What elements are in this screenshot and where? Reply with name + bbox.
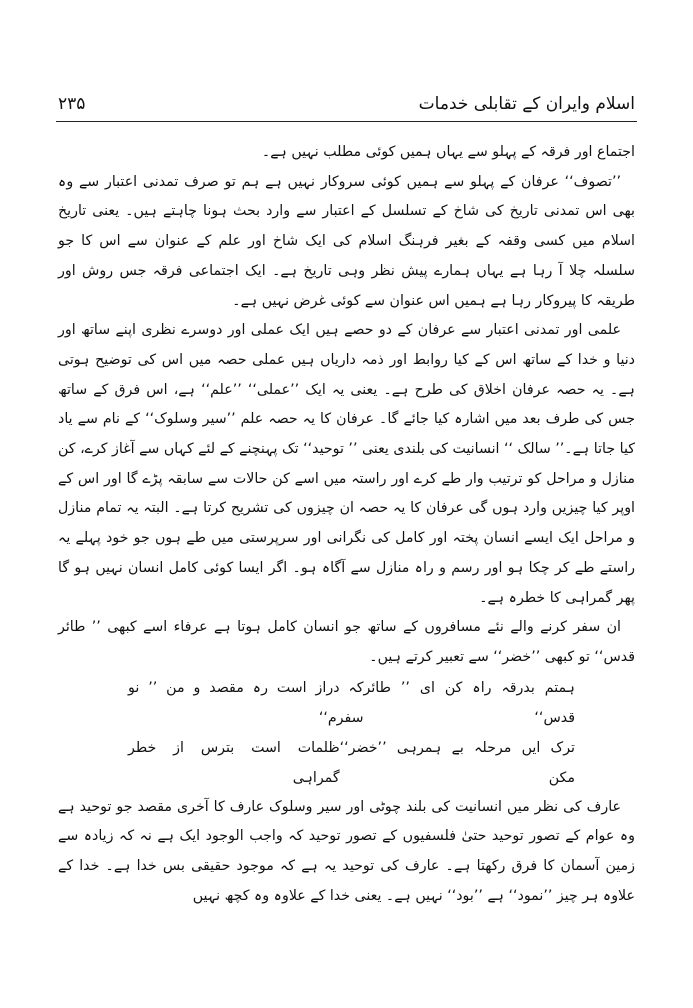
paragraph-4: ان سفر کرنے والے نئے مسافروں کے ساتھ جو انسان کامل ہوتا ہے عرفاء اسے کبھی ’’ طائر قدس‘‘ تو کبھی ’’خضر‘‘ سے تعبیر کرتے ہیں۔ bbox=[58, 619, 635, 665]
header-divider bbox=[56, 121, 637, 122]
verse-2-first-hemistich: ترک ایں مرحلہ بے ہمرہی ’’خضر‘‘ مکن bbox=[339, 739, 575, 786]
paragraph-3: علمی اور تمدنی اعتبار سے عرفان کے دو حصے ہیں ایک عملی اور دوسرے نظری اپنے ساتھ اور دنیا و خدا کے ساتھ اس کے کیا روابط اور ذمہ داریاں ہیں عملی حصہ میں اس کی توضیح ہوتی ہے۔ یہ حصہ عرفان اخلاق کی طرح ہے۔ یعنی یہ ایک ’’عملی‘‘ ’’علم‘‘ ہے، اس فرق کے ساتھ جس کی طرف بعد میں اشارہ کیا جائے گا۔ عرفان کا یہ حصہ علم ’’سیر وسلوک‘‘ کے نام سے یاد کیا جاتا ہے۔’’ سالک ‘‘ انسانیت کی بلندی یعنی ’’ توحید‘‘ تک پہنچنے کے لئے کہاں سے آغاز کرے، کن منازل و مراحل کو ترتیب وار طے کرے اور راستہ میں اسے کن حالات سے سابقہ پڑے گا اور اس کے اوپر کیا چیزیں وارد ہوں گی عرفان کا یہ حصہ ان چیزوں کی تشریح کرتا ہے۔ البتہ یہ تمام منازل و مراحل ایک ایسے انسان پختہ اور کامل کی نگرانی اور سرپرستی میں طے ہوں جو خود پہلے یہ راستے طے کر چکا ہو اور رسم و راہ منازل سے آگاہ ہو۔ اگر ایسا کوئی کامل انسان نہیں ہو گا پھر گمراہی کا خطرہ ہے۔ bbox=[58, 322, 635, 606]
page-body bbox=[58, 138, 635, 911]
paragraph-2: ’’تصوف‘‘ عرفان کے پہلو سے ہمیں کوئی سروکار نہیں ہے ہم تو صرف تمدنی اعتبار سے وہ بھی اس تمدنی تاریخ کی شاخ کے تسلسل کے اعتبار سے وارد بحث ہونا چاہتے ہیں۔ یعنی تاریخ اسلام میں کسی وقفہ کے بغیر فرہنگ اسلام کی ایک شاخ اور علم کے عنوان سے اس کا جو سلسلہ چلا آ رہا ہے یہاں ہمارے پیش نظر وہی تاریخ ہے۔ ایک اجتماعی فرقہ جس روش اور طریقہ کا پیروکار رہا ہے ہمیں اس عنوان سے کوئی غرض نہیں ہے۔ bbox=[58, 173, 635, 309]
verse-line-2 bbox=[58, 733, 635, 793]
paragraph-5: عارف کی نظر میں انسانیت کی بلند چوٹی اور سیر وسلوک عارف کا آخری مقصد جو توحید ہے وہ عوام کے تصور توحید حتیٰ فلسفیوں کے تصور توحید کہ واجب الوجود ایک ہے نہ کہ زیادہ سے زمین آسمان کا فرق رکھتا ہے۔ عارف کی توحید یہ ہے کہ موجود حقیقی بس خدا ہے۔ خدا کے علاوہ ہر چیز ’’نمود‘‘ ہے ’’بود‘‘ نہیں ہے۔ یعنی خدا کے علاوہ وہ کچھ نہیں bbox=[58, 798, 635, 904]
verse-line-1 bbox=[58, 673, 635, 733]
page-number: ۲۳۵ bbox=[58, 94, 86, 114]
running-title: اسلام وایران کے تقابلی خدمات bbox=[418, 94, 635, 114]
paragraph-1: اجتماع اور فرقہ کے پہلو سے یہاں ہمیں کوئی مطلب نہیں ہے۔ bbox=[261, 144, 635, 160]
verse-2-second-hemistich: ظلمات است بترس از خطر گمراہی bbox=[128, 739, 340, 786]
verse-1-first-hemistich: ہمتم بدرقہ راہ کن ای ’’ طائر قدس‘‘ bbox=[363, 679, 575, 726]
verse-1-second-hemistich: کہ دراز است رہ مقصد و من ’’ نو سفرم‘‘ bbox=[128, 679, 364, 726]
page-header bbox=[58, 88, 635, 114]
